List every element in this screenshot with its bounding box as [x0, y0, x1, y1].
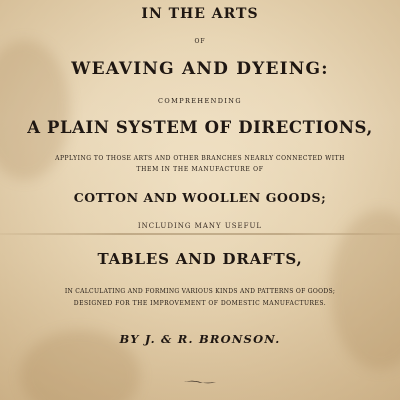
heading-cotton-woollen: COTTON AND WOOLLEN GOODS; [73, 190, 327, 205]
text-including: INCLUDING MANY USEFUL [137, 222, 263, 230]
text-comprehending: COMPREHENDING [158, 97, 242, 105]
heading-plain-system: A PLAIN SYSTEM OF DIRECTIONS, [27, 118, 373, 137]
heading-tables-drafts: TABLES AND DRAFTS, [97, 250, 303, 268]
text-applying: APPLYING TO THOSE ARTS AND OTHER BRANCHES NEARLY CONNECTED WITH [55, 155, 345, 162]
text-manufacture: THEM IN THE MANUFACTURE OF [136, 166, 264, 173]
page-crease [0, 233, 400, 235]
author-line: BY J. & R. BRONSON. [119, 332, 281, 346]
heading-in-the-arts: IN THE ARTS [141, 6, 259, 22]
text-designed: DESIGNED FOR THE IMPROVEMENT OF DOMESTIC MANUFACTURES. [73, 300, 327, 307]
text-calculating: IN CALCULATING AND FORMING VARIOUS KINDS AND PATTERNS OF GOODS; [64, 288, 336, 295]
heading-weaving-and-dyeing: WEAVING AND DYEING: [71, 59, 329, 79]
ornamental-rule-icon [183, 379, 217, 385]
text-of: OF [194, 38, 206, 45]
